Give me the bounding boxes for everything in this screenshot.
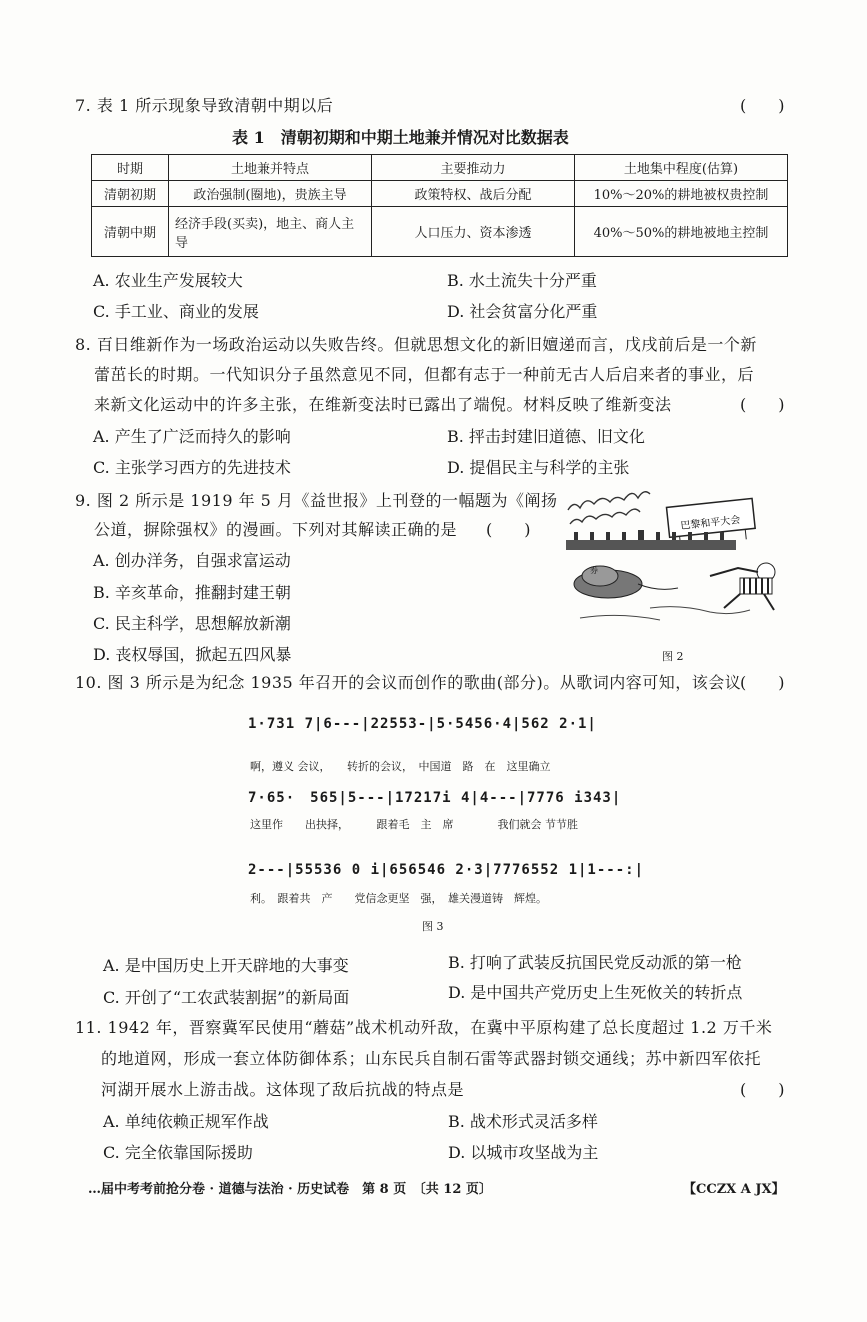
- q11-answer-paren: ( ): [740, 1080, 785, 1099]
- q9-option-d[interactable]: D. 丧权辱国，掀起五四风暴: [93, 645, 292, 664]
- q10-answer-paren: ( ): [740, 673, 785, 692]
- table-cell: 政治强制(圈地)，贵族主导: [169, 181, 372, 207]
- q7-answer-paren: ( ): [740, 96, 785, 115]
- q10-option-a[interactable]: A. 是中国历史上开天辟地的大事变: [103, 956, 349, 975]
- q8-line2: 蕾茁长的时期。一代知识分子虽然意见不同，但都有志于一种前无古人后启来者的事业，后: [94, 365, 755, 384]
- table-cell: 政策特权、战后分配: [372, 181, 575, 207]
- table-cell: 经济手段(买卖)，地主、商人主导: [169, 207, 372, 257]
- page-footer: …届中考考前抢分卷 · 道德与法治 · 历史试卷 第 8 页 〔共 12 页〕: [88, 1182, 492, 1197]
- cartoon-banner-text: 巴黎和平大会: [680, 514, 741, 533]
- q11-option-a[interactable]: A. 单纯依赖正规军作战: [103, 1112, 269, 1131]
- q10-option-d[interactable]: D. 是中国共产党历史上生死攸关的转折点: [448, 983, 743, 1002]
- q9-answer-paren: ( ): [486, 520, 531, 539]
- table-header: 土地集中程度(估算): [575, 155, 788, 181]
- q7-stem: 7. 表 1 所示现象导致清朝中期以后: [75, 96, 334, 115]
- figure-3-caption: 图 3: [422, 920, 444, 933]
- q10-stem: 10. 图 3 所示是为纪念 1935 年召开的会议而创作的歌曲(部分)。从歌词内容可知，该会议: [75, 673, 742, 692]
- svg-text:券: 券: [590, 566, 598, 575]
- table-cell: 清朝初期: [92, 181, 169, 207]
- q11-line1: 11. 1942 年，晋察冀军民使用“蘑菇”战术机动歼敌，在冀中平原构建了总长度超过 1.2 万千米: [75, 1018, 773, 1037]
- q9-line1: 9. 图 2 所示是 1919 年 5 月《益世报》上刊登的一幅题为《阐扬: [75, 491, 558, 510]
- q8-line3: 来新文化运动中的许多主张，在维新变法时已露出了端倪。材料反映了维新变法: [94, 395, 672, 414]
- q11-option-d[interactable]: D. 以城市攻坚战为主: [448, 1143, 599, 1162]
- cartoon-figure-2: [560, 480, 792, 640]
- q9-option-c[interactable]: C. 民主科学，思想解放新潮: [93, 614, 291, 633]
- figure-2-caption: 图 2: [662, 650, 684, 663]
- q8-option-b[interactable]: B. 抨击封建旧道德、旧文化: [447, 427, 645, 446]
- q7-option-b[interactable]: B. 水土流失十分严重: [447, 271, 597, 290]
- q9-line2: 公道，摒除强权》的漫画。下列对其解读正确的是: [94, 520, 458, 539]
- score-row3-lyrics: 利。 跟着共 产 党信念更坚 强， 雄关漫道铸 辉煌。: [250, 892, 547, 905]
- q7-option-a[interactable]: A. 农业生产发展较大: [93, 271, 243, 290]
- q8-option-c[interactable]: C. 主张学习西方的先进技术: [93, 458, 291, 477]
- table-cell: 人口压力、资本渗透: [372, 207, 575, 257]
- exam-code: 【CCZX A JX】: [683, 1182, 785, 1197]
- table-header: 时期: [92, 155, 169, 181]
- q8-option-a[interactable]: A. 产生了广泛而持久的影响: [93, 427, 291, 446]
- q8-line1: 8. 百日维新作为一场政治运动以失败告终。但就思想文化的新旧嬗递而言，戊戌前后是一个新: [75, 335, 757, 354]
- score-row2-lyrics: 这里作 出抉择， 跟着毛 主 席 我们就会 节节胜: [250, 818, 578, 831]
- q11-line3: 河湖开展水上游击战。这体现了敌后抗战的特点是: [101, 1080, 465, 1099]
- q11-option-c[interactable]: C. 完全依靠国际援助: [103, 1143, 253, 1162]
- table1-caption: 表 1 清朝初期和中期土地兼并情况对比数据表: [232, 128, 569, 147]
- score-row2-notes: 7·65· 565|5---|17217i 4|4---|7776 i343|: [248, 790, 622, 806]
- q10-option-c[interactable]: C. 开创了“工农武装割据”的新局面: [103, 988, 350, 1007]
- score-row1-notes: 1·731 7|6---|22553-|5·5456·4|562 2·1|: [248, 716, 597, 732]
- table-cell: 10%～20%的耕地被权贵控制: [575, 181, 788, 207]
- q11-line2: 的地道网，形成一套立体防御体系；山东民兵自制石雷等武器封锁交通线；苏中新四军依托: [101, 1049, 762, 1068]
- q10-option-b[interactable]: B. 打响了武装反抗国民党反动派的第一枪: [448, 953, 742, 972]
- q7-option-c[interactable]: C. 手工业、商业的发展: [93, 302, 259, 321]
- q8-answer-paren: ( ): [740, 395, 785, 414]
- score-row3-notes: 2---|55536 0 i|656546 2·3|7776552 1|1---:|: [248, 862, 645, 878]
- q8-option-d[interactable]: D. 提倡民主与科学的主张: [447, 458, 630, 477]
- table-header: 主要推动力: [372, 155, 575, 181]
- table-cell: 40%～50%的耕地被地主控制: [575, 207, 788, 257]
- q9-option-b[interactable]: B. 辛亥革命，推翻封建王朝: [93, 583, 291, 602]
- table-header: 土地兼并特点: [169, 155, 372, 181]
- q7-option-d[interactable]: D. 社会贫富分化严重: [447, 302, 598, 321]
- q11-option-b[interactable]: B. 战术形式灵活多样: [448, 1112, 598, 1131]
- q9-option-a[interactable]: A. 创办洋务，自强求富运动: [93, 551, 291, 570]
- land-annexation-table: [91, 154, 788, 257]
- table-cell: 清朝中期: [92, 207, 169, 257]
- score-row1-lyrics: 啊，遵义 会议， 转折的会议， 中国道 路 在 这里确立: [250, 760, 551, 773]
